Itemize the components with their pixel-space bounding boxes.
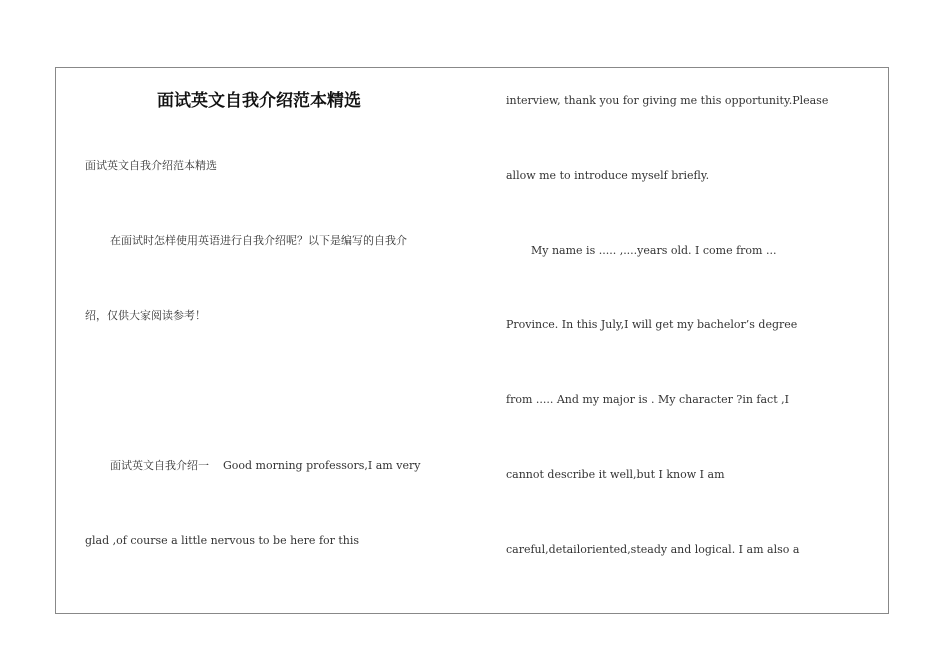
page-frame [55,67,889,614]
right-line-4: Province. In this July,I will get my bachelor’s degree [506,318,798,331]
left-line-4: 面试英文自我介绍一 Good morning professors,I am very [110,459,421,472]
left-line-1: 面试英文自我介绍范本精选 [85,159,217,172]
right-line-1: interview, thank you for giving me this opportunity.Please [506,94,829,107]
right-line-5: from ..... And my major is . My character ?in fact ,I [506,393,789,406]
right-line-2: allow me to introduce myself briefly. [506,169,710,182]
right-line-6: cannot describe it well,but I know I am [506,468,725,481]
right-line-3: My name is ..... ,....years old. I come from ... [531,244,777,257]
document-title: 面试英文自我介绍范本精选 [157,91,361,111]
left-line-2: 在面试时怎样使用英语进行自我介绍呢？以下是编写的自我介 [110,234,407,247]
right-line-7: careful,detailoriented,steady and logical. I am also a [506,543,800,556]
left-line-5: glad ,of course a little nervous to be here for this [85,534,360,547]
left-line-3: 绍，仅供大家阅读参考！ [85,309,206,322]
